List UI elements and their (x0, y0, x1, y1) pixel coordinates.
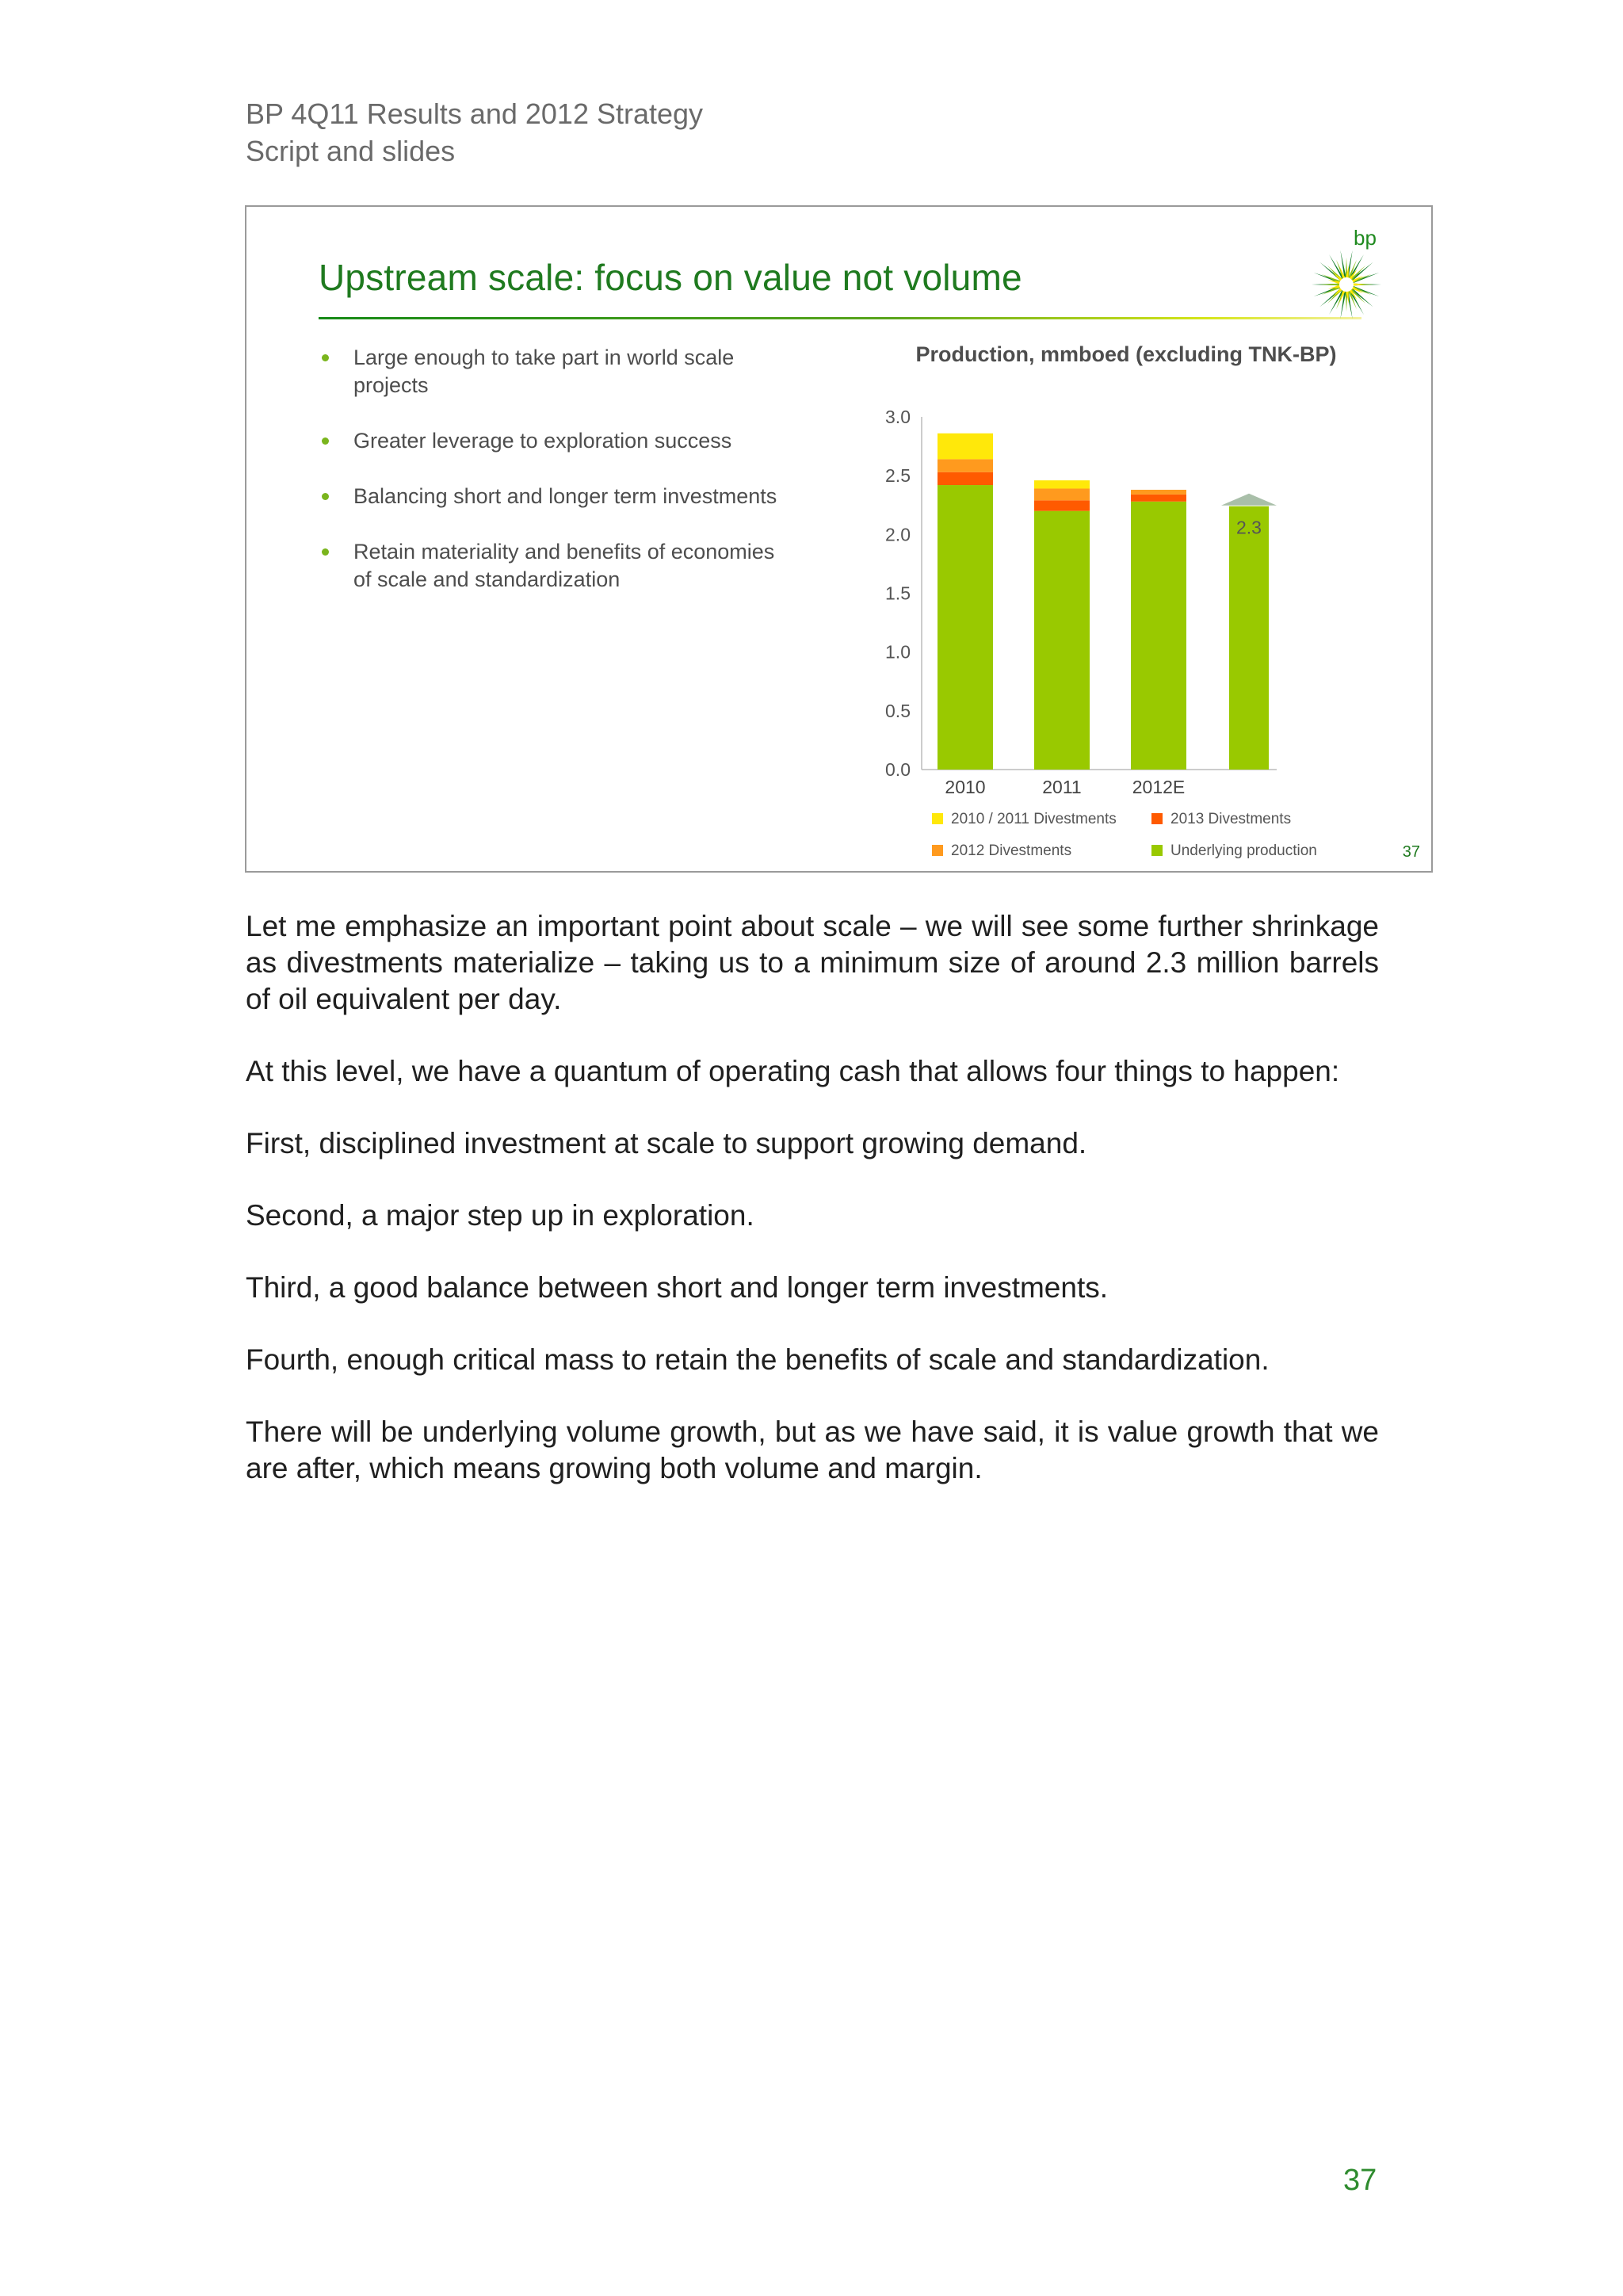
bar-segment (1131, 495, 1186, 502)
bar-segment (1034, 511, 1090, 770)
slide-bullet-list (319, 344, 794, 621)
paragraph: Let me emphasize an important point about scale – we will see some further shrinkage as divestments materialize – taking us to a minimum size of around 2.3 million barrels of oil equivalent per day. (246, 910, 1379, 1015)
y-tick-label: 1.0 (885, 641, 911, 663)
production-chart (833, 338, 1388, 859)
bar-segment (938, 434, 993, 460)
bar-segment (1131, 490, 1186, 495)
legend-swatch (1151, 845, 1163, 856)
bar-segment (1034, 500, 1090, 510)
bar-segment (1131, 502, 1186, 770)
bar-segment (938, 485, 993, 770)
annotation-label: 2.3 (1236, 517, 1262, 538)
slide-frame (245, 205, 1433, 873)
bullet-dot-icon (322, 548, 329, 556)
paragraph: Second, a major step up in exploration. (246, 1199, 754, 1232)
bullet-dot-icon (322, 354, 329, 361)
legend-label: 2010 / 2011 Divestments (951, 811, 1117, 827)
y-tick-label: 0.5 (885, 700, 911, 721)
document-subtitle: Script and slides (246, 135, 456, 167)
x-tick-label: 2011 (1042, 777, 1082, 797)
script-body (246, 908, 1379, 1522)
legend-swatch (932, 813, 943, 824)
projection-arrow-icon (1221, 494, 1277, 506)
page-number: 37 (1343, 2164, 1377, 2197)
paragraph: First, disciplined investment at scale to support growing demand. (246, 1127, 1087, 1159)
legend-swatch (932, 845, 943, 856)
bar-segment (938, 459, 993, 472)
slide-number: 37 (1402, 843, 1420, 861)
bullet-item: Retain materiality and benefits of economies of scale and standardization (319, 538, 794, 594)
bar-segment (1034, 480, 1090, 488)
title-underline (319, 317, 1361, 319)
x-tick-label: 2010 (945, 777, 986, 797)
y-tick-label: 2.5 (885, 465, 911, 487)
svg-text:bp: bp (1354, 226, 1377, 250)
bullet-item: Greater leverage to exploration success (319, 427, 794, 455)
bar-segment (938, 472, 993, 485)
paragraph: Fourth, enough critical mass to retain the benefits of scale and standardization. (246, 1343, 1270, 1376)
legend-swatch (1151, 813, 1163, 824)
y-tick-label: 2.0 (885, 524, 911, 545)
bullet-dot-icon (322, 437, 329, 445)
bullet-item: Balancing short and longer term investments (319, 483, 794, 510)
y-tick-label: 0.0 (885, 759, 911, 780)
bullet-dot-icon (322, 493, 329, 500)
legend-label: Underlying production (1170, 842, 1317, 859)
bar-segment (1034, 488, 1090, 500)
slide-title: Upstream scale: focus on value not volume (319, 257, 1022, 298)
x-tick-label: 2012E (1132, 777, 1186, 797)
y-tick-label: 3.0 (885, 407, 911, 427)
paragraph: There will be underlying volume growth, but as we have said, it is value growth that we are after, which means growing both volume and margin. (246, 1415, 1379, 1484)
bar-segment (1229, 506, 1269, 770)
document-title: BP 4Q11 Results and 2012 Strategy (246, 97, 704, 130)
chart-title: Production, mmboed (excluding TNK-BP) (915, 342, 1337, 366)
legend-label: 2013 Divestments (1170, 811, 1292, 827)
paragraph: Third, a good balance between short and longer term investments. (246, 1271, 1109, 1304)
y-tick-label: 1.5 (885, 583, 911, 604)
bp-helios-logo-icon (1304, 221, 1392, 316)
legend-label: 2012 Divestments (951, 842, 1072, 859)
document-header (246, 95, 703, 170)
bullet-item: Large enough to take part in world scale projects (319, 344, 794, 399)
paragraph: At this level, we have a quantum of operating cash that allows four things to happen: (246, 1055, 1340, 1087)
